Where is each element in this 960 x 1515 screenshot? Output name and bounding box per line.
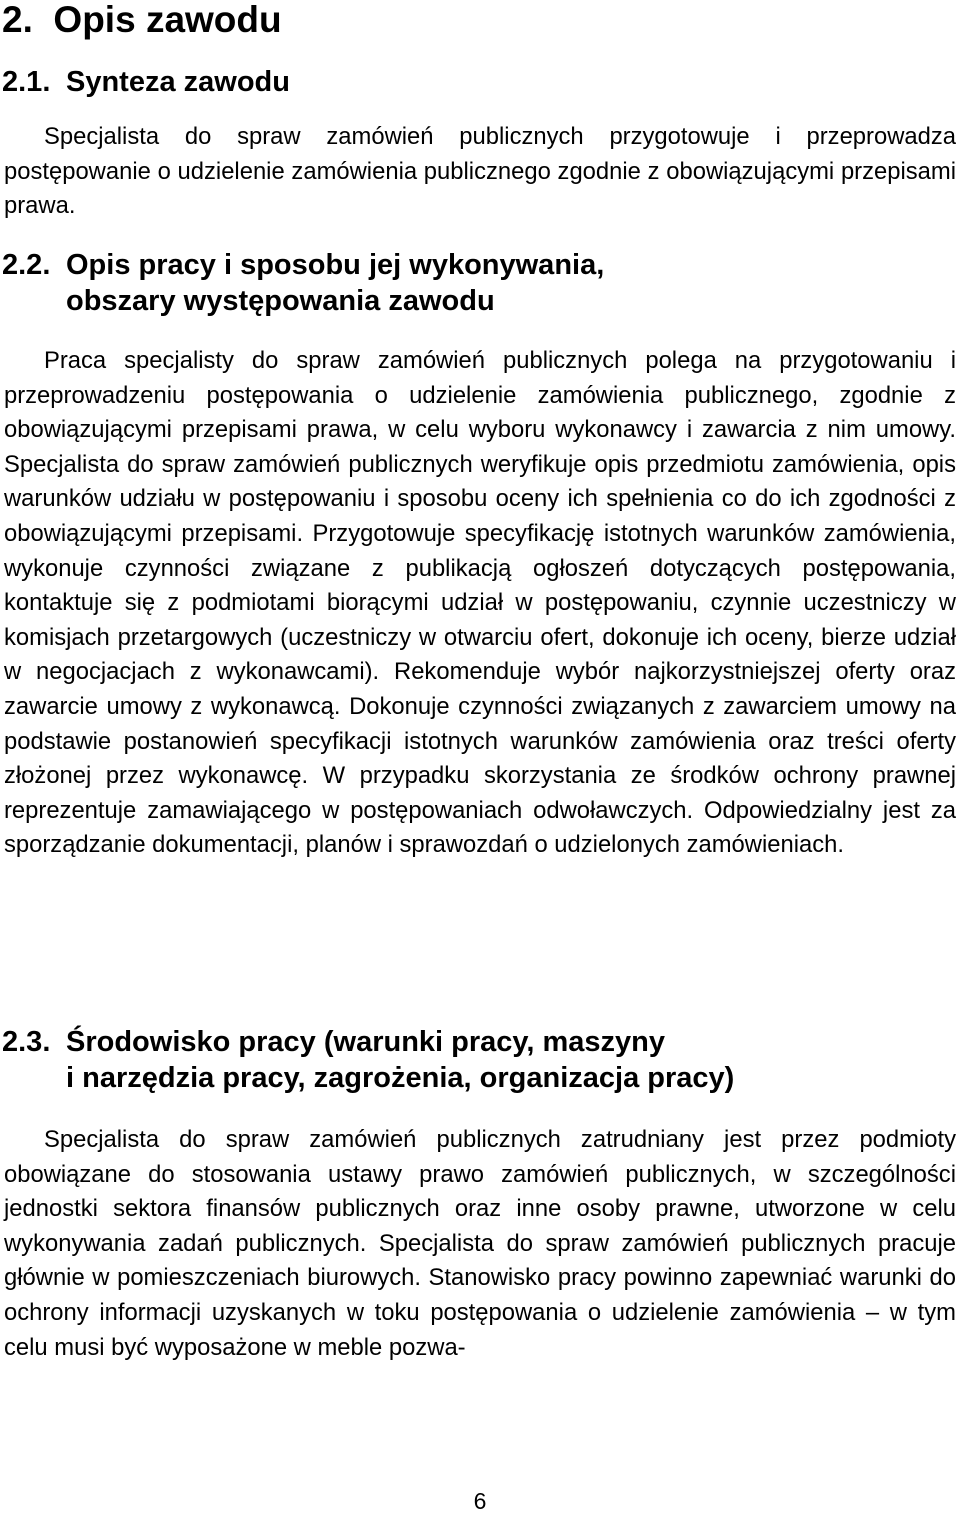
section-title: [66, 247, 604, 319]
page-number: 6: [473, 1488, 487, 1514]
chapter-heading: [2, 0, 282, 42]
section-title-line: obszary występowania zawodu: [66, 285, 495, 317]
section-title-line: i narzędzia pracy, zagrożenia, organizacja pracy): [66, 1062, 735, 1094]
section-paragraph-2-1: Specjalista do spraw zamówień publicznych przygotowuje i przeprowadza postępowanie o udzielenie zamówienia publicznego zgodnie z obowiązującymi przepisami prawa.: [4, 123, 956, 220]
chapter-title: Opis zawodu: [53, 0, 282, 40]
section-paragraph-2-3: Specjalista do spraw zamówień publicznych zatrudniany jest przez podmioty obowiązane do stosowania ustawy prawo zamówień publicznych, w szczególności jednostki sektora finansów publicznych oraz inne osoby prawne, utworzone w celu wykonywania zadań publicznych. Specjalista do spraw zamówień publicznych pracuje głównie w pomieszczeniach biurowych. Stanowisko pracy powinno zapewniać warunki do ochrony informacji uzyskanych w toku postępowania o udzielenie zamówienia – w tym celu musi być wyposażone w meble pozwa-: [4, 1126, 956, 1361]
section-number: 2.1.: [2, 66, 51, 98]
section-title-line: Synteza zawodu: [66, 66, 290, 98]
section-title: [66, 1024, 734, 1096]
section-title-line: Opis pracy i sposobu jej wykonywania,: [66, 249, 605, 281]
section-heading-2-1: [0, 64, 960, 104]
section-heading-2-3: [0, 1024, 960, 1100]
section-title-line: Środowisko pracy (warunki pracy, maszyny: [66, 1026, 666, 1058]
section-paragraph-2-2: Praca specjalisty do spraw zamówień publicznych polega na przygotowaniu i przeprowadzeniu postępowania o udzielenie zamówienia publicznego, zgodnie z obowiązującymi przepisami prawa, w celu wyboru wykonawcy i zawarcia z nim umowy. Specjalista do spraw zamówień publicznych weryfikuje opis przedmiotu zamówienia, opis warunków udziału w postępowaniu i sposobu oceny ich spełnienia co do ich zgodności z obowiązującymi przepisami. Przygotowuje specyfikację istotnych warunków zamówienia, wykonuje czynności związane z publikacją ogłoszeń dotyczących postępowania, kontaktuje się z podmiotami biorącymi udział w postępowaniu, czynnie uczestniczy w komisjach przetargowych (uczestniczy w otwarciu ofert, dokonuje ich oceny, bierze udział w negocjacjach z wykonawcami). Rekomenduje wybór najkorzystniejszej oferty oraz zawarcie umowy z wykonawcą. Dokonuje czynności związanych z zawarciem umowy na podstawie postanowień specyfikacji istotnych warunków zamówienia oraz treści oferty złożonej przez wykonawcę. W przypadku skorzystania ze środków ochrony prawnej reprezentuje zamawiającego w postępowaniach odwoławczych. Odpowiedzialny jest za sporządzanie dokumentacji, planów i sprawozdań o udzielonych zamówieniach.: [4, 347, 956, 859]
chapter-number: 2.: [2, 0, 33, 40]
section-heading-2-2: [0, 247, 960, 323]
section-number: 2.2.: [2, 249, 51, 281]
section-title: [66, 64, 290, 100]
section-number: 2.3.: [2, 1026, 51, 1058]
